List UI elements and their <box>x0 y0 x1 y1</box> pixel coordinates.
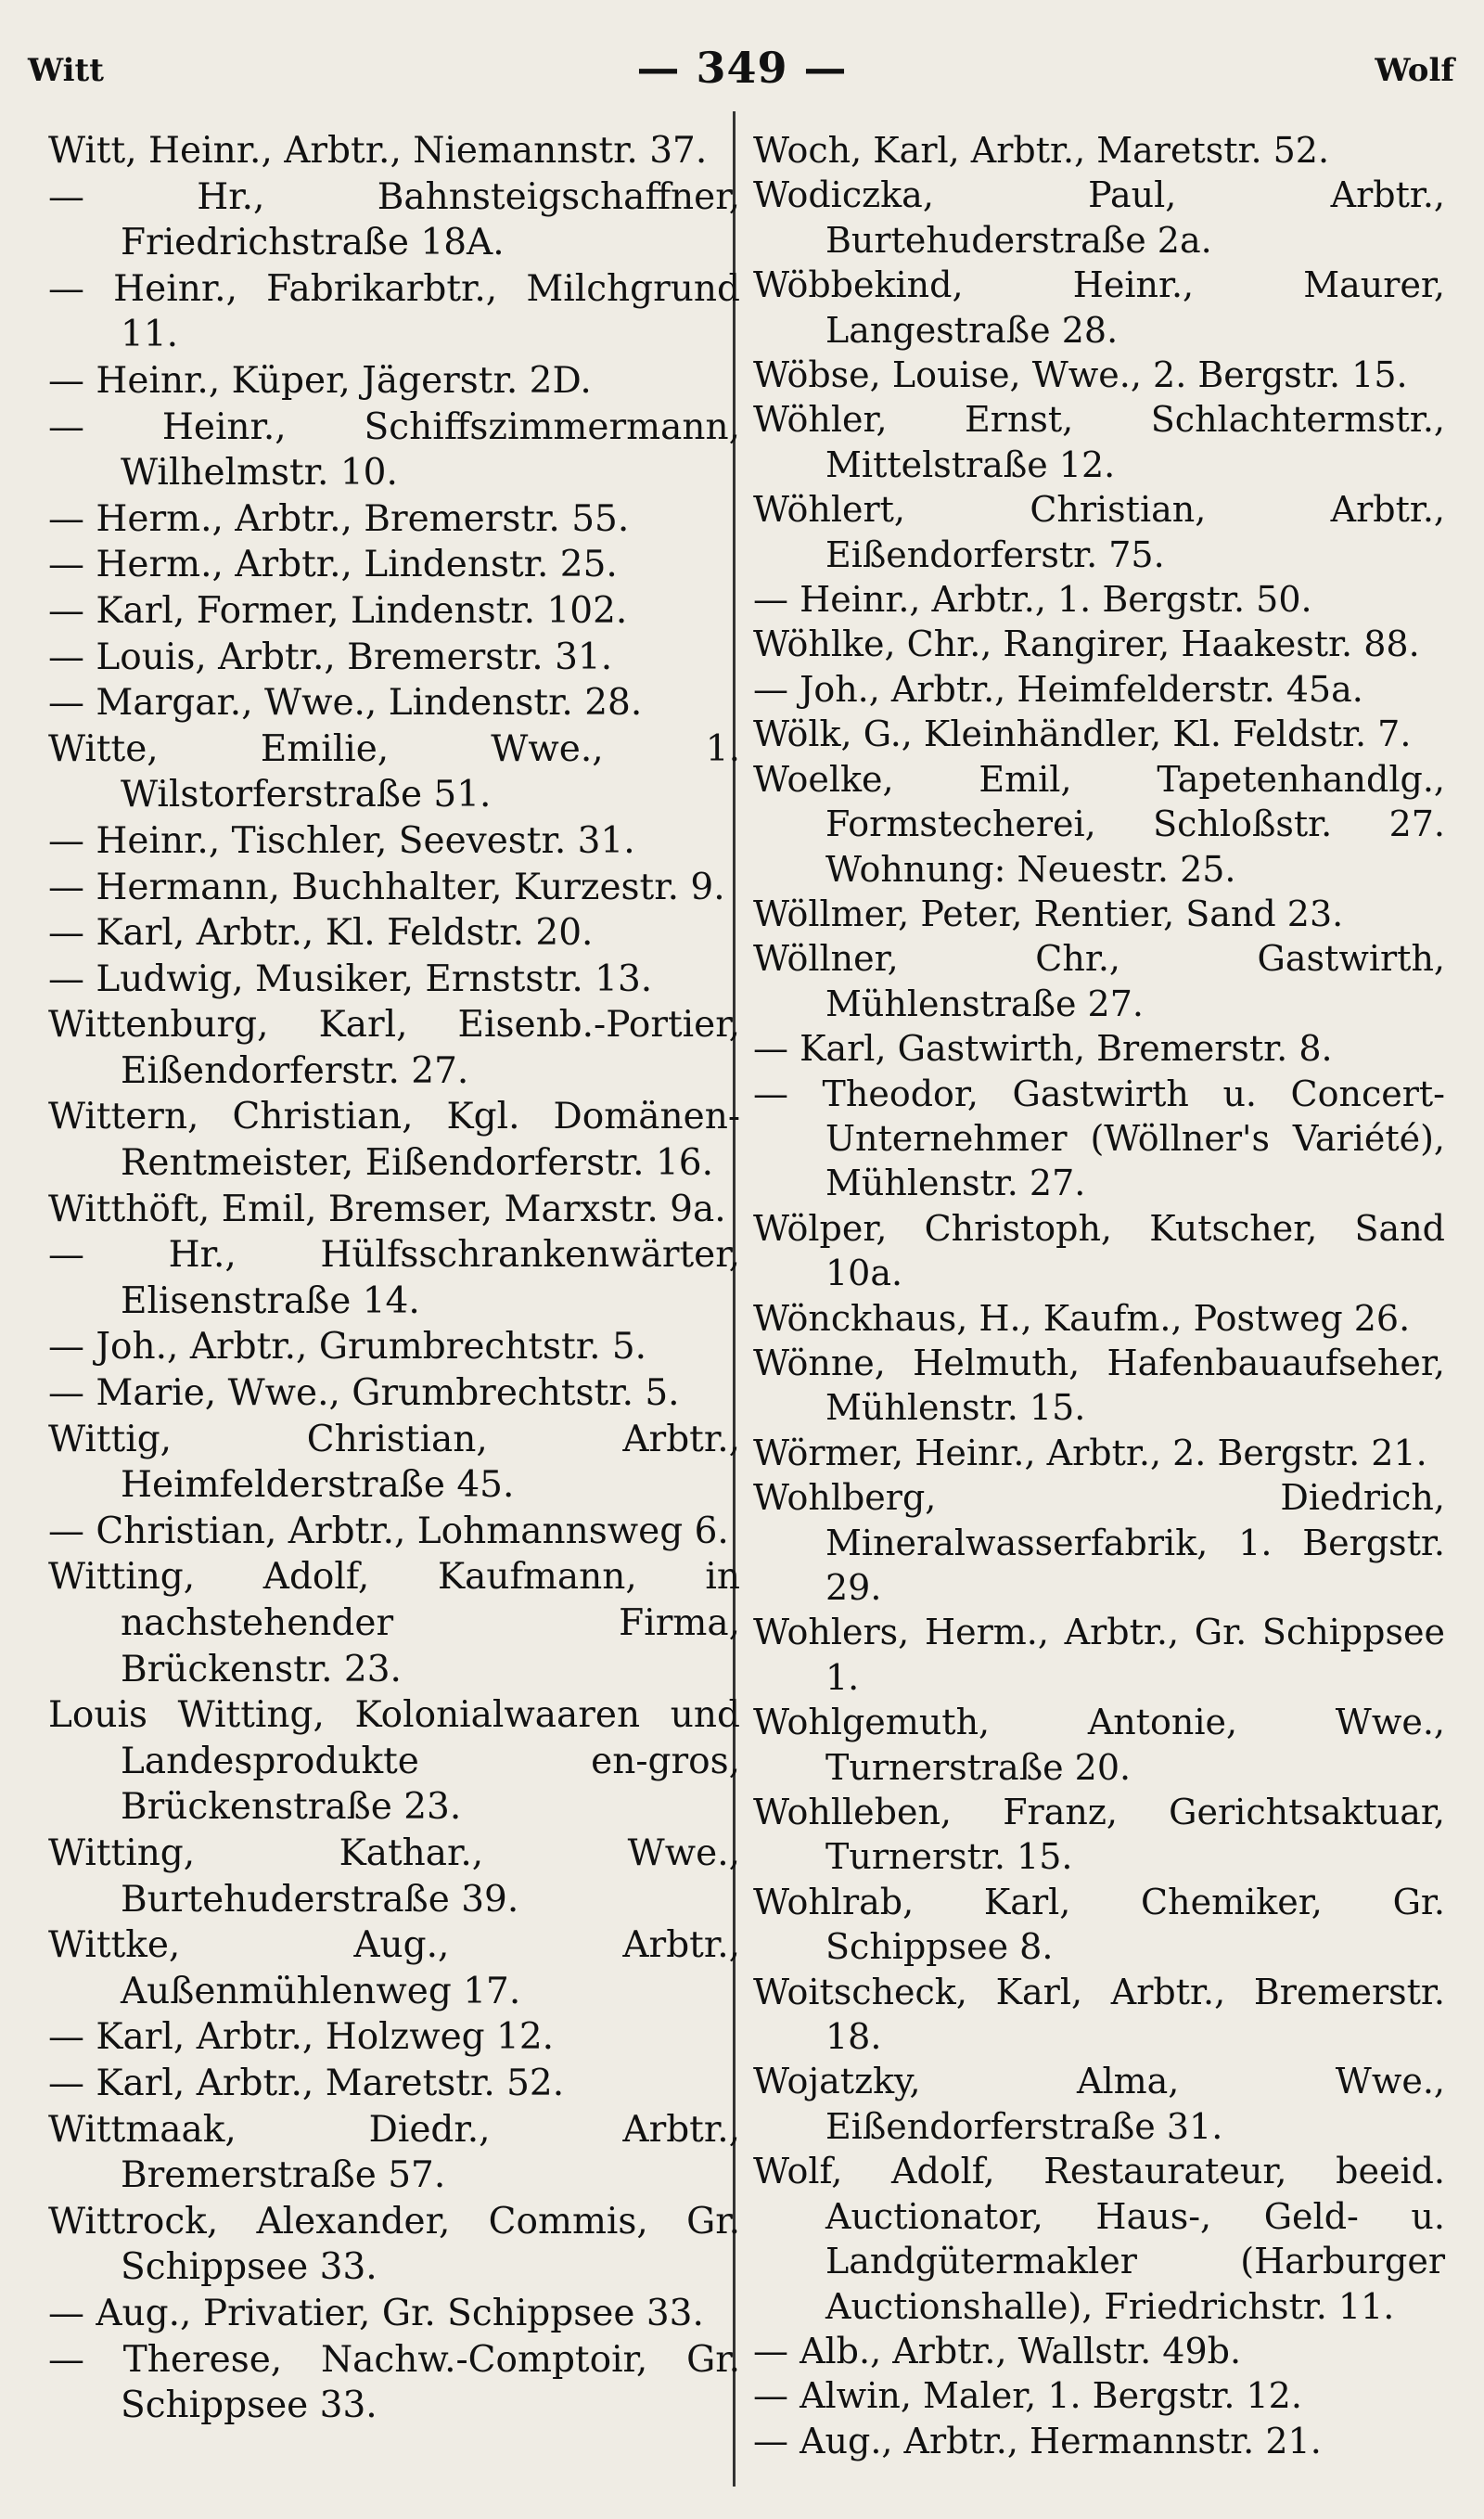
directory-entry: — Aug., Privatier, Gr. Schippsee 33. <box>48 2292 704 2334</box>
page-number: — 349 — <box>636 43 848 93</box>
directory-entry: Wölper, Christoph, Kutscher, Sand 10a. <box>753 1207 1445 1294</box>
directory-entry: — Karl, Former, Lindenstr. 102. <box>48 589 628 632</box>
directory-entry: Wöhler, Ernst, Schlachtermstr., Mittelstraße 12. <box>753 399 1445 485</box>
directory-entry: Wönckhaus, H., Kaufm., Postweg 26. <box>753 1297 1411 1339</box>
directory-entry: — Alb., Arbtr., Wallstr. 49b. <box>753 2330 1242 2371</box>
directory-entry: — Karl, Arbtr., Maretstr. 52. <box>48 2062 565 2104</box>
directory-entry: Wöllner, Chr., Gastwirth, Mühlenstraße 27. <box>753 938 1445 1024</box>
page-header <box>20 19 1464 102</box>
directory-entry: Witte, Emilie, Wwe., 1. Wilstorferstraße 51. <box>48 727 740 816</box>
directory-entry: Wittmaak, Diedr., Arbtr., Bremerstraße 57. <box>48 2108 740 2197</box>
directory-entry: — Heinr., Küper, Jägerstr. 2D. <box>48 359 592 402</box>
directory-entry: — Karl, Arbtr., Kl. Feldstr. 20. <box>48 912 594 955</box>
directory-entry: — Herm., Arbtr., Bremerstr. 55. <box>48 497 630 540</box>
directory-entry: Wörmer, Heinr., Arbtr., 2. Bergstr. 21. <box>753 1432 1427 1473</box>
directory-entry: — Hr., Bahnsteigschaffner, Friedrichstraße 18A. <box>48 175 740 264</box>
directory-entry: Louis Witting, Kolonialwaaren und Landesprodukte en-gros, Brückenstraße 23. <box>48 1694 740 1829</box>
directory-entry: — Margar., Wwe., Lindenstr. 28. <box>48 682 643 725</box>
directory-entry: — Marie, Wwe., Grumbrechtstr. 5. <box>48 1372 680 1415</box>
directory-entry: — Karl, Arbtr., Holzweg 12. <box>48 2016 555 2059</box>
header-left-keyword: Witt <box>28 52 104 89</box>
directory-entry: — Ludwig, Musiker, Ernststr. 13. <box>48 957 653 1000</box>
directory-entry: Wittig, Christian, Arbtr., Heimfelderstraße 45. <box>48 1418 740 1507</box>
directory-entry: Witthöft, Emil, Bremser, Marxstr. 9a. <box>48 1188 726 1230</box>
directory-entry: Wittenburg, Karl, Eisenb.-Portier, Eißendorferstr. 27. <box>48 1004 740 1092</box>
directory-entry: Wohlgemuth, Antonie, Wwe., Turnerstraße 20. <box>753 1702 1445 1788</box>
directory-entry: Wöhlke, Chr., Rangirer, Haakestr. 88. <box>753 623 1420 665</box>
left-column <box>48 128 740 2429</box>
directory-entry: — Herm., Arbtr., Lindenstr. 25. <box>48 544 618 586</box>
directory-entry: Wolf, Adolf, Restaurateur, beeid. Auctionator, Haus-, Geld- u. Landgütermakler (Harburger Auctionshalle), Friedrichstr. 11. <box>753 2151 1445 2327</box>
directory-entry: Woitscheck, Karl, Arbtr., Bremerstr. 18. <box>753 1971 1445 2058</box>
directory-entry: — Alwin, Maler, 1. Bergstr. 12. <box>753 2375 1302 2417</box>
directory-entry: — Therese, Nachw.-Comptoir, Gr. Schippsee 33. <box>48 2338 740 2427</box>
directory-entry: Witting, Adolf, Kaufmann, in nachstehender Firma, Brückenstr. 23. <box>48 1556 740 1690</box>
directory-entry: Wohlers, Herm., Arbtr., Gr. Schippsee 1. <box>753 1612 1445 1698</box>
directory-entry: Wohlberg, Diedrich, Mineralwasserfabrik, 1. Bergstr. 29. <box>753 1477 1445 1608</box>
directory-entry: — Heinr., Schiffszimmermann, Wilhelmstr. 10. <box>48 405 740 495</box>
directory-entry: — Joh., Arbtr., Heimfelderstr. 45a. <box>753 668 1363 710</box>
directory-entry: — Hr., Hülfsschrankenwärter, Elisenstraße 14. <box>48 1234 740 1322</box>
directory-entry: Wohlleben, Franz, Gerichtsaktuar, Turnerstr. 15. <box>753 1792 1445 1878</box>
directory-entry: — Louis, Arbtr., Bremerstr. 31. <box>48 636 613 678</box>
directory-entry: — Joh., Arbtr., Grumbrechtstr. 5. <box>48 1326 647 1369</box>
directory-entry: Wojatzky, Alma, Wwe., Eißendorferstraße 31. <box>753 2061 1445 2147</box>
directory-entry: Wohlrab, Karl, Chemiker, Gr. Schippsee 8. <box>753 1881 1445 1968</box>
directory-entry: Wittern, Christian, Kgl. Domänen-Rentmeister, Eißendorferstr. 16. <box>48 1096 740 1185</box>
directory-entry: — Theodor, Gastwirth u. Concert-Unternehmer (Wöllner's Variété), Mühlenstr. 27. <box>753 1073 1445 1204</box>
directory-entry: Wodiczka, Paul, Arbtr., Burtehuderstraße 2a. <box>753 174 1445 261</box>
header-right-keyword: Wolf <box>1375 52 1454 89</box>
directory-entry: — Hermann, Buchhalter, Kurzestr. 9. <box>48 866 725 908</box>
directory-entry: — Heinr., Fabrikarbtr., Milchgrund 11. <box>48 267 740 356</box>
directory-entry: — Karl, Gastwirth, Bremerstr. 8. <box>753 1028 1333 1070</box>
directory-entry: Wönne, Helmuth, Hafenbauaufseher, Mühlenstr. 15. <box>753 1342 1445 1429</box>
directory-entry: — Heinr., Tischler, Seevestr. 31. <box>48 819 635 862</box>
directory-entry: Witt, Heinr., Arbtr., Niemannstr. 37. <box>48 130 708 172</box>
directory-entry: Wöbbekind, Heinr., Maurer, Langestraße 28. <box>753 264 1445 351</box>
directory-entry: Wöbse, Louise, Wwe., 2. Bergstr. 15. <box>753 354 1408 396</box>
directory-entry: Witting, Kathar., Wwe., Burtehuderstraße 39. <box>48 1831 740 1921</box>
directory-entry: Wöhlert, Christian, Arbtr., Eißendorferstr. 75. <box>753 489 1445 575</box>
directory-entry: Wöllmer, Peter, Rentier, Sand 23. <box>753 893 1344 934</box>
right-column <box>753 128 1445 2463</box>
directory-entry: — Aug., Arbtr., Hermannstr. 21. <box>753 2420 1322 2461</box>
directory-entry: Woelke, Emil, Tapetenhandlg., Formstecherei, Schloßstr. 27. Wohnung: Neuestr. 25. <box>753 758 1445 890</box>
directory-entry: Wittrock, Alexander, Commis, Gr. Schippsee 33. <box>48 2200 740 2289</box>
directory-entry: Woch, Karl, Arbtr., Maretstr. 52. <box>753 130 1330 171</box>
directory-entry: Wittke, Aug., Arbtr., Außenmühlenweg 17. <box>48 1924 740 2012</box>
directory-entry: — Heinr., Arbtr., 1. Bergstr. 50. <box>753 579 1312 621</box>
directory-entry: — Christian, Arbtr., Lohmannsweg 6. <box>48 1510 729 1552</box>
directory-entry: Wölk, G., Kleinhändler, Kl. Feldstr. 7. <box>753 713 1412 755</box>
